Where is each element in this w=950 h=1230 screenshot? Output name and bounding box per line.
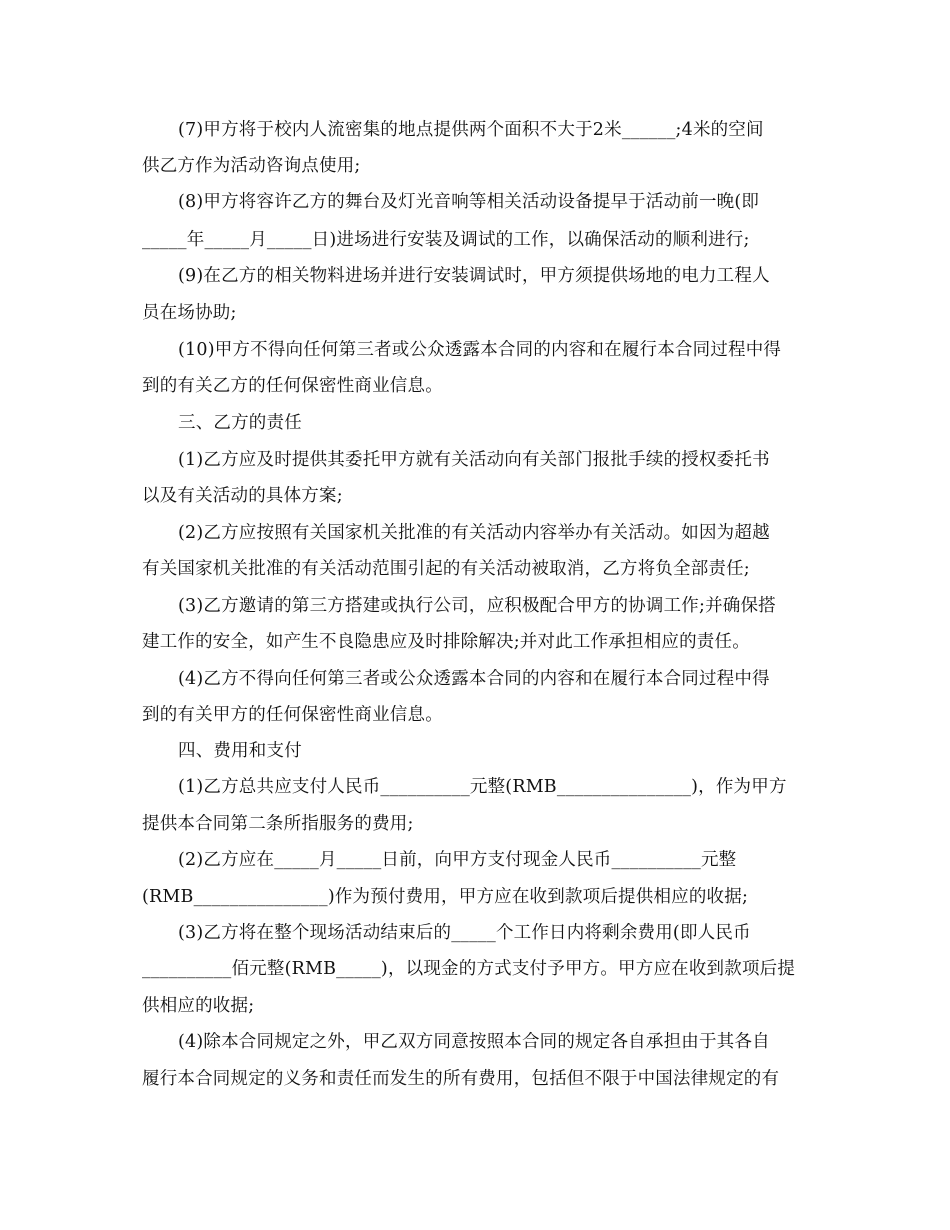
party-b-clause-4-line-1: (4)乙方不得向任何第三者或公众透露本合同的内容和在履行本合同过程中得 — [178, 669, 770, 689]
clause-10-line-1: (10)甲方不得向任何第三者或公众透露本合同的内容和在履行本合同过程中得 — [178, 340, 782, 360]
party-b-clause-3-line-1: (3)乙方邀请的第三方搭建或执行公司，应积极配合甲方的协调工作;并确保搭 — [178, 596, 776, 616]
clause-7-line-2: 供乙方作为活动咨询点使用; — [142, 156, 361, 176]
payment-clause-3-line-2: __________佰元整(RMB_____)，以现金的方式支付予甲方。甲方应在收到款项后提 — [142, 959, 796, 979]
party-b-clause-1-line-2: 以及有关活动的具体方案; — [142, 486, 343, 506]
payment-clause-2-line-1: (2)乙方应在_____月_____日前，向甲方支付现金人民币__________元整 — [178, 850, 737, 870]
payment-clause-3-line-1: (3)乙方将在整个现场活动结束后的_____个工作日内将剩余费用(即人民币 — [178, 923, 751, 943]
clause-7-line-1: (7)甲方将于校内人流密集的地点提供两个面积不大于2米______;4米的空间 — [178, 120, 764, 140]
clause-9-line-2: 员在场协助; — [142, 303, 237, 323]
payment-clause-3-line-3: 供相应的收据; — [142, 996, 255, 1016]
clause-8-line-2: _____年_____月_____日)进场进行安装及调试的工作，以确保活动的顺利进行; — [142, 230, 750, 250]
payment-clause-2-line-2: (RMB_______________)作为预付费用，甲方应在收到款项后提供相应的收据; — [142, 887, 749, 907]
payment-clause-1-line-1: (1)乙方总共应支付人民币__________元整(RMB_______________)，作为甲方 — [178, 777, 787, 797]
clause-8-line-1: (8)甲方将容许乙方的舞台及灯光音响等相关活动设备提早于活动前一晚(即 — [178, 192, 760, 212]
section-heading-4: 四、费用和支付 — [178, 741, 302, 761]
party-b-clause-2-line-2: 有关国家机关批准的有关活动范围引起的有关活动被取消，乙方将负全部责任; — [142, 559, 750, 579]
section-heading-3: 三、乙方的责任 — [178, 413, 302, 433]
party-b-clause-4-line-2: 到的有关甲方的任何保密性商业信息。 — [142, 705, 443, 725]
clause-9-line-1: (9)在乙方的相关物料进场并进行安装调试时，甲方须提供场地的电力工程人 — [178, 266, 770, 286]
party-b-clause-1-line-1: (1)乙方应及时提供其委托甲方就有关活动向有关部门报批手续的授权委托书 — [178, 450, 770, 470]
payment-clause-4-line-2: 履行本合同规定的义务和责任而发生的所有费用，包括但不限于中国法律规定的有 — [142, 1069, 780, 1089]
party-b-clause-3-line-2: 建工作的安全，如产生不良隐患应及时排除解决;并对此工作承担相应的责任。 — [142, 632, 750, 652]
payment-clause-1-line-2: 提供本合同第二条所指服务的费用; — [142, 814, 414, 834]
clause-10-line-2: 到的有关乙方的任何保密性商业信息。 — [142, 376, 443, 396]
party-b-clause-2-line-1: (2)乙方应按照有关国家机关批准的有关活动内容举办有关活动。如因为超越 — [178, 523, 770, 543]
payment-clause-4-line-1: (4)除本合同规定之外，甲乙双方同意按照本合同的规定各自承担由于其各自 — [178, 1032, 770, 1052]
